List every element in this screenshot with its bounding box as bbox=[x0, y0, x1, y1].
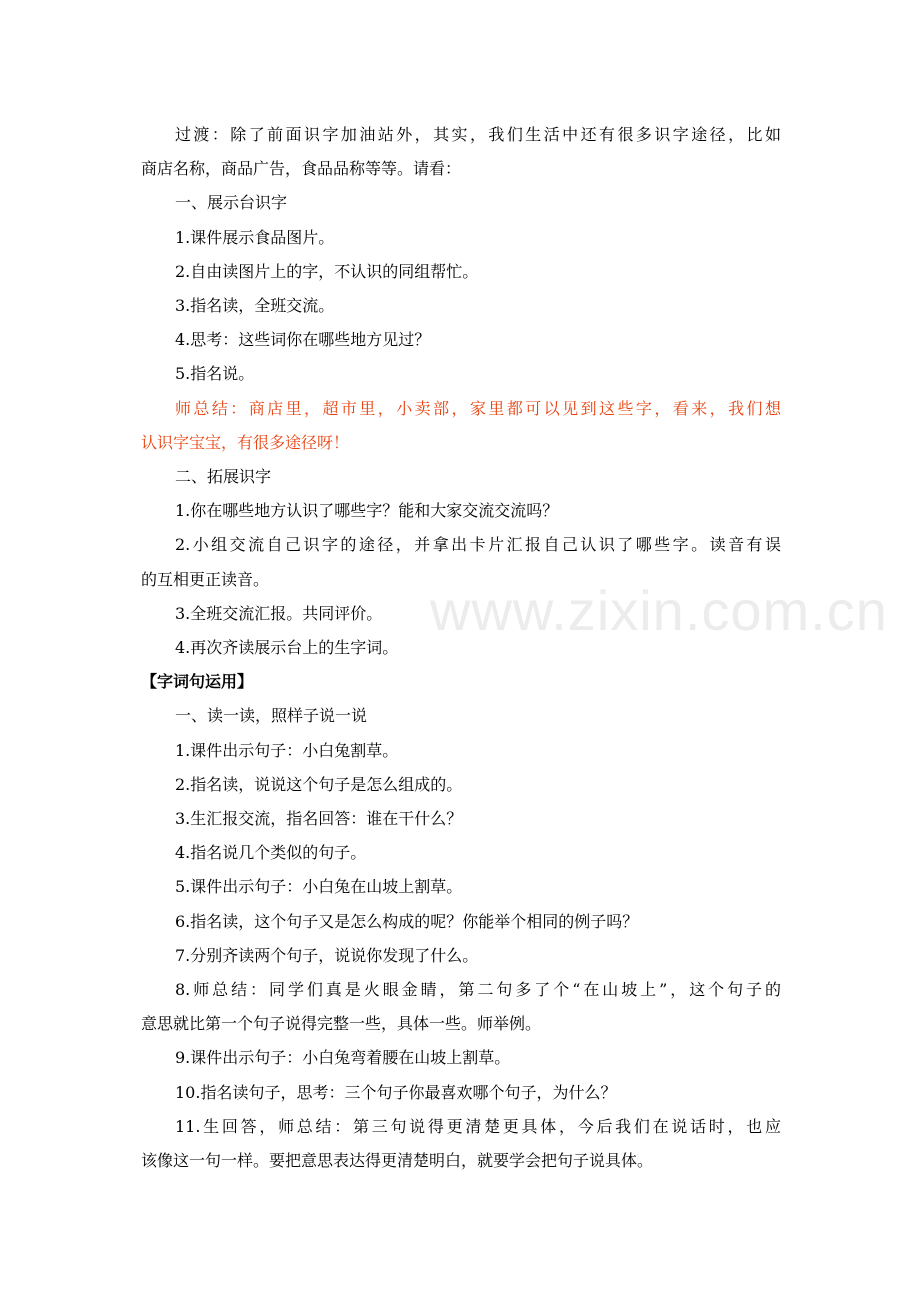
teacher-summary-line-2: 认识字宝宝，有很多途径呀！ bbox=[141, 432, 350, 452]
list-item: 5.课件出示句子：小白兔在山坡上割草。 bbox=[175, 877, 463, 897]
transition-line-2: 商店名称，商品广告，食品品称等等。请看： bbox=[141, 159, 462, 179]
list-item: 2.自由读图片上的字，不认识的同组帮忙。 bbox=[175, 261, 479, 281]
list-item: 6.指名读，这个句子又是怎么构成的呢？你能举个相同的例子吗？ bbox=[175, 911, 639, 931]
section-heading-read: 一、读一读，照样子说一说 bbox=[175, 706, 368, 726]
section-heading-display: 一、展示台识字 bbox=[175, 193, 288, 213]
section-title-usage: 【字词句运用】 bbox=[141, 672, 254, 692]
list-item-line-2: 的互相更正读音。 bbox=[141, 569, 270, 589]
list-item: 3.生汇报交流，指名回答：谁在干什么？ bbox=[175, 809, 463, 829]
list-item: 1.课件展示食品图片。 bbox=[175, 227, 335, 247]
list-item: 2.指名读，说说这个句子是怎么组成的。 bbox=[175, 774, 463, 794]
list-item: 3.全班交流汇报。共同评价。 bbox=[175, 603, 383, 623]
list-item: 7.分别齐读两个句子，说说你发现了什么。 bbox=[175, 945, 479, 965]
list-item: 4.思考：这些词你在哪些地方见过？ bbox=[175, 330, 431, 350]
transition-line-1: 过渡：除了前面识字加油站外，其实，我们生活中还有很多识字途径，比如 bbox=[175, 125, 781, 144]
list-item: 10.指名读句子，思考：三个句子你最喜欢哪个句子，为什么？ bbox=[175, 1082, 617, 1102]
document-page bbox=[141, 118, 781, 1178]
section-heading-expand: 二、拓展识字 bbox=[175, 467, 272, 487]
teacher-summary-line-1: 师总结：商店里，超市里，小卖部，家里都可以见到这些字，看来，我们想 bbox=[175, 398, 781, 418]
list-item: 9.课件出示句子：小白兔弯着腰在山坡上割草。 bbox=[175, 1048, 511, 1068]
list-item-line-1: 2.小组交流自己识字的途径，并拿出卡片汇报自己认识了哪些字。读音有误 bbox=[175, 535, 781, 555]
watermark: www.zixin.com.cn bbox=[430, 579, 888, 642]
list-item: 1.你在哪些地方认识了哪些字？能和大家交流交流吗？ bbox=[175, 501, 559, 521]
list-item-line-1: 8.师总结：同学们真是火眼金睛，第二句多了个“在山坡上”，这个句子的 bbox=[175, 980, 781, 1000]
list-item: 3.指名读，全班交流。 bbox=[175, 296, 335, 316]
list-item: 1.课件出示句子：小白兔割草。 bbox=[175, 740, 399, 760]
list-item-line-2: 意思就比第一个句子说得完整一些，具体一些。师举例。 bbox=[141, 1014, 542, 1034]
list-item: 5.指名说。 bbox=[175, 364, 255, 384]
list-item-line-1: 11.生回答，师总结：第三句说得更清楚更具体，今后我们在说话时，也应 bbox=[175, 1116, 781, 1136]
list-item-line-2: 该像这一句一样。要把意思表达得更清楚明白，就要学会把句子说具体。 bbox=[141, 1151, 654, 1171]
list-item: 4.指名说几个类似的句子。 bbox=[175, 843, 367, 863]
list-item: 4.再次齐读展示台上的生字词。 bbox=[175, 638, 399, 658]
